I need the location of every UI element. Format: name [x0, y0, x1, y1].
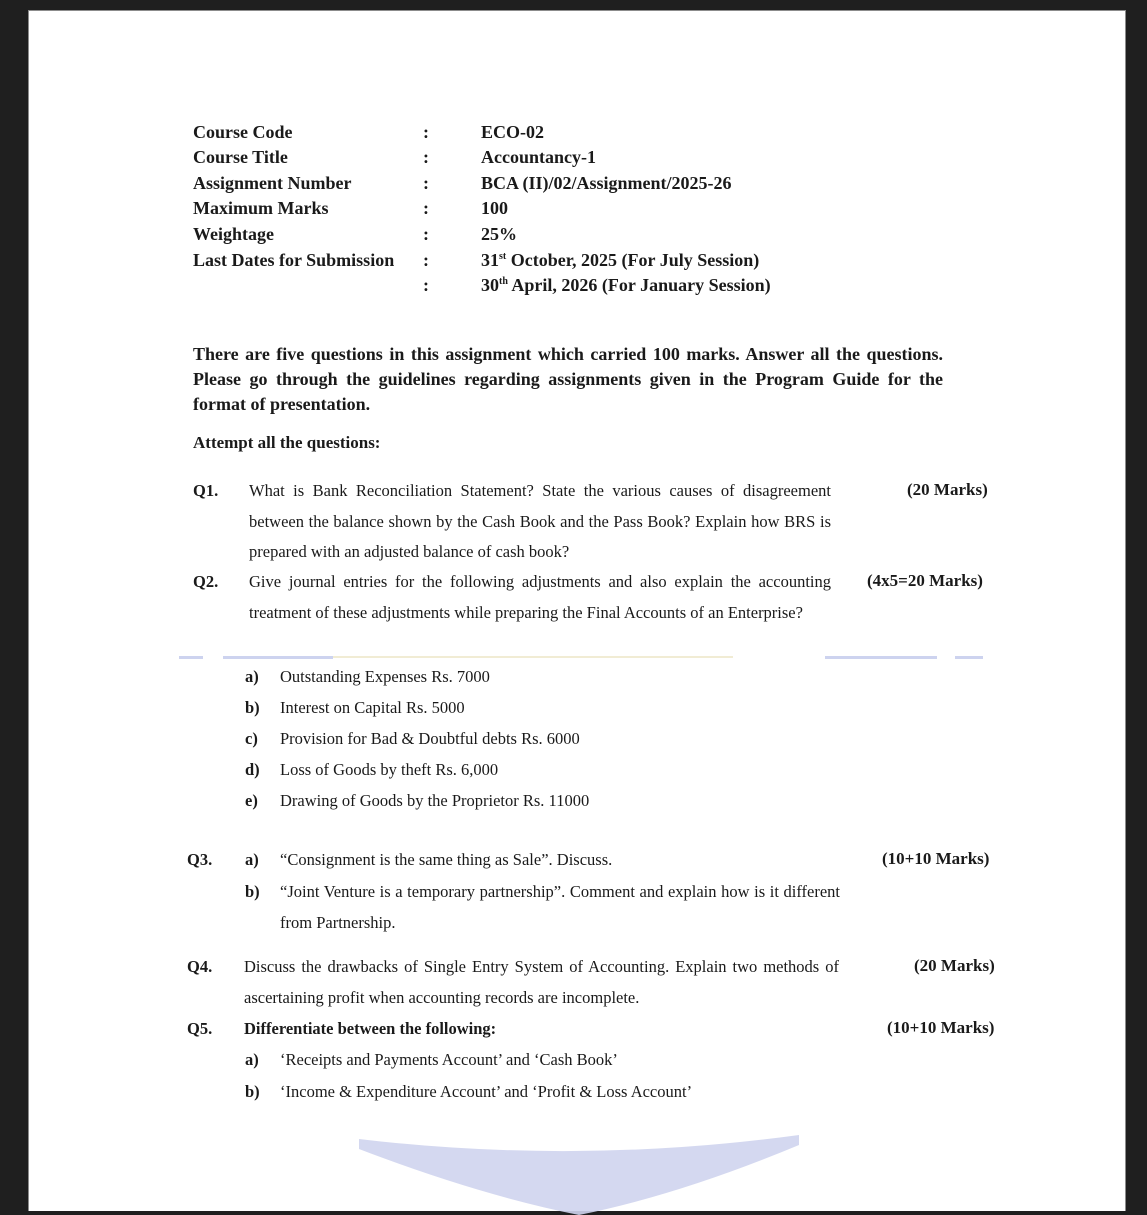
decorative-line: [955, 656, 983, 659]
question-number: Q3.: [187, 850, 213, 869]
maximum-marks-value: 100: [481, 198, 508, 218]
last-dates-label: Last Dates for Submission: [193, 250, 395, 270]
january-session-date: 30th April, 2026 (For January Session): [481, 275, 771, 295]
decorative-line: [179, 656, 203, 659]
item-text: Loss of Goods by theft Rs. 6,000: [280, 760, 499, 779]
item-text: ‘Income & Expenditure Account’ and ‘Profit & Loss Account’: [280, 1082, 693, 1101]
question-text: Differentiate between the following:: [244, 1019, 497, 1038]
question-text: What is Bank Reconciliation Statement? State the various causes of disagreement between the balance shown by the Cash Book and the Pass Book? Explain how BRS is prepared with an adjusted balance of cash book?: [249, 481, 831, 561]
item-label: b): [245, 1082, 260, 1101]
weightage-label: Weightage: [193, 224, 274, 244]
item-label: a): [245, 1050, 259, 1069]
decorative-line: [825, 656, 937, 659]
course-code-value: ECO-02: [481, 122, 544, 142]
decorative-line: [223, 656, 333, 659]
course-code-label: Course Code: [193, 122, 293, 142]
decorative-line: [333, 656, 733, 658]
document-page: [28, 10, 1126, 1211]
question-marks: (10+10 Marks): [882, 849, 990, 868]
item-label: a): [245, 850, 259, 869]
maximum-marks-label: Maximum Marks: [193, 198, 329, 218]
assignment-number-label: Assignment Number: [193, 173, 352, 193]
weightage-value: 25%: [481, 224, 517, 244]
question-marks: (20 Marks): [907, 480, 988, 499]
question-number: Q1.: [193, 481, 219, 500]
course-title-label: Course Title: [193, 147, 288, 167]
item-text: Provision for Bad & Doubtful debts Rs. 6000: [280, 729, 580, 748]
item-text: ‘Receipts and Payments Account’ and ‘Cash Book’: [280, 1050, 618, 1069]
item-text: Drawing of Goods by the Proprietor Rs. 11000: [280, 791, 590, 810]
question-marks: (4x5=20 Marks): [867, 571, 983, 590]
colon: :: [423, 198, 429, 218]
watermark-logo: [359, 1135, 799, 1215]
colon: :: [423, 122, 429, 142]
item-text: Interest on Capital Rs. 5000: [280, 698, 465, 717]
item-label: a): [245, 667, 259, 686]
assignment-number-value: BCA (II)/02/Assignment/2025-26: [481, 173, 732, 193]
course-title-value: Accountancy-1: [481, 147, 596, 167]
item-label: e): [245, 791, 258, 810]
item-text: “Joint Venture is a temporary partnership”. Comment and explain how is it different from Partnership.: [280, 882, 840, 932]
question-marks: (20 Marks): [914, 956, 995, 975]
question-number: Q5.: [187, 1019, 213, 1038]
attempt-instruction: Attempt all the questions:: [193, 433, 381, 452]
question-marks: (10+10 Marks): [887, 1018, 995, 1037]
july-session-date: 31st October, 2025 (For July Session): [481, 250, 760, 270]
intro-paragraph: There are five questions in this assignment which carried 100 marks. Answer all the questions. Please go through the guidelines regarding assignments given in the Program Guide for the format of presentation.: [193, 344, 943, 414]
question-number: Q2.: [193, 572, 219, 591]
item-label: c): [245, 729, 258, 748]
item-label: b): [245, 698, 260, 717]
question-text: Discuss the drawbacks of Single Entry System of Accounting. Explain two methods of ascertaining profit when accounting records are incomplete.: [244, 957, 839, 1007]
question-text: Give journal entries for the following adjustments and also explain the accounting treatment of these adjustments while preparing the Final Accounts of an Enterprise?: [249, 572, 831, 622]
colon: :: [423, 275, 429, 295]
colon: :: [423, 173, 429, 193]
item-label: d): [245, 760, 260, 779]
colon: :: [423, 147, 429, 167]
item-label: b): [245, 882, 260, 901]
item-text: “Consignment is the same thing as Sale”. Discuss.: [280, 850, 613, 869]
question-number: Q4.: [187, 957, 213, 976]
item-text: Outstanding Expenses Rs. 7000: [280, 667, 490, 686]
colon: :: [423, 224, 429, 244]
colon: :: [423, 250, 429, 270]
